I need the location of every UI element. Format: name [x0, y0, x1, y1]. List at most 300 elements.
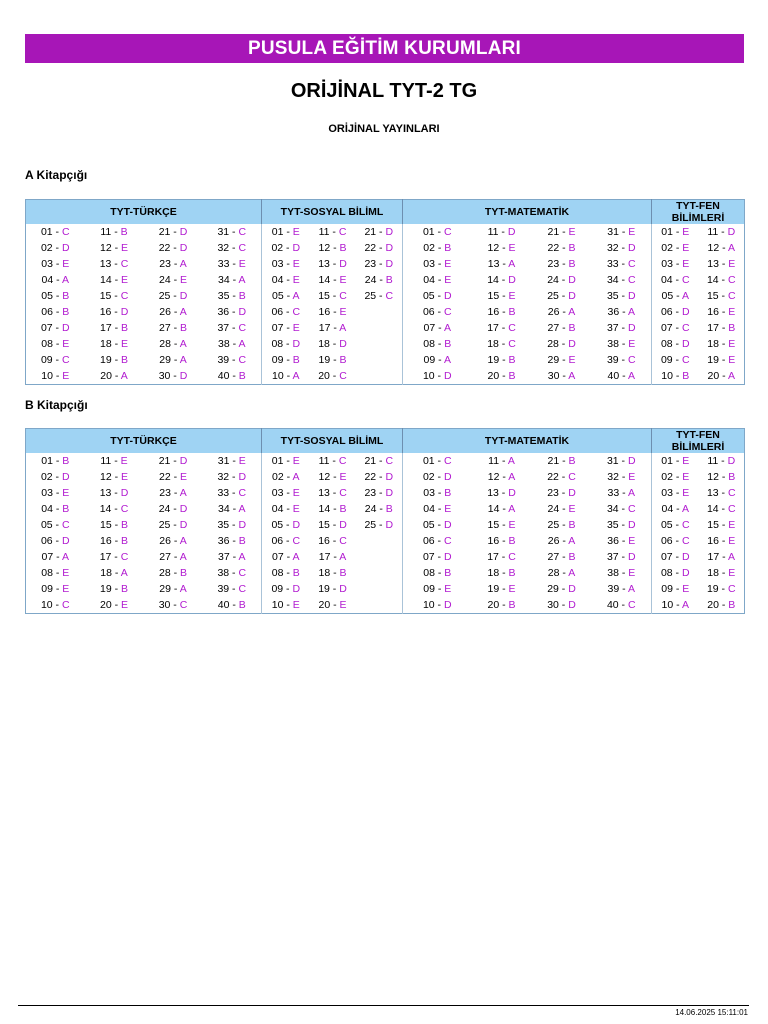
- question-number: 35 -: [606, 290, 628, 302]
- question-number: 28 -: [158, 567, 180, 579]
- answer-cell: [144, 288, 203, 304]
- question-number: 23 -: [364, 258, 386, 270]
- answer-cell: [652, 485, 699, 501]
- answer-cell: [262, 549, 310, 565]
- question-number: 11 -: [488, 455, 508, 467]
- question-number: 31 -: [607, 226, 629, 238]
- question-number: 20 -: [707, 599, 729, 611]
- answer-cell: [403, 368, 472, 385]
- answer-cell: [652, 320, 699, 336]
- question-number: 33 -: [606, 258, 628, 270]
- answer-cell: [85, 469, 144, 485]
- question-number: 30 -: [547, 370, 569, 382]
- question-number: 31 -: [606, 455, 628, 467]
- answer-letter: D: [681, 567, 690, 579]
- answer-letter: C: [61, 599, 70, 611]
- answer-letter: D: [727, 455, 736, 467]
- question-number: 32 -: [217, 242, 239, 254]
- question-number: 01 -: [271, 226, 293, 238]
- question-number: 04 -: [423, 503, 445, 515]
- question-number: 04 -: [41, 274, 62, 286]
- answer-letter: C: [238, 354, 247, 366]
- answer-cell: [532, 453, 592, 469]
- question-number: 40 -: [217, 370, 239, 382]
- question-number: 28 -: [547, 338, 569, 350]
- answer-row: [26, 549, 745, 565]
- answer-cell: [403, 597, 472, 614]
- question-number: 36 -: [217, 306, 239, 318]
- answer-letter: E: [728, 354, 736, 366]
- empty-cell: [356, 597, 403, 614]
- question-number: 22 -: [364, 471, 386, 483]
- answer-cell: [472, 581, 532, 597]
- question-number: 05 -: [271, 519, 293, 531]
- answer-cell: [26, 240, 85, 256]
- answer-cell: [26, 453, 85, 469]
- question-number: 15 -: [487, 290, 509, 302]
- question-number: 22 -: [364, 242, 386, 254]
- question-number: 05 -: [272, 290, 293, 302]
- question-number: 15 -: [99, 290, 121, 302]
- question-number: 28 -: [547, 567, 569, 579]
- answer-cell: [403, 272, 472, 288]
- answer-cell: [652, 453, 699, 469]
- answer-cell: [592, 581, 652, 597]
- answer-letter: A: [238, 503, 246, 515]
- question-number: 03 -: [271, 258, 293, 270]
- answer-cell: [472, 549, 532, 565]
- answer-letter: B: [121, 583, 129, 595]
- question-number: 06 -: [271, 306, 293, 318]
- answer-letter: A: [339, 551, 347, 563]
- answer-cell: [652, 352, 699, 368]
- question-number: 05 -: [41, 290, 63, 302]
- question-number: 15 -: [706, 290, 728, 302]
- answer-letter: A: [238, 338, 246, 350]
- answer-cell: [144, 549, 203, 565]
- answer-letter: D: [627, 322, 636, 334]
- answer-cell: [652, 272, 699, 288]
- answer-cell: [472, 256, 532, 272]
- question-number: 06 -: [422, 306, 444, 318]
- question-number: 20 -: [318, 599, 340, 611]
- answer-cell: [262, 469, 310, 485]
- question-number: 21 -: [158, 455, 180, 467]
- question-number: 06 -: [271, 535, 293, 547]
- answer-letter: C: [443, 226, 452, 238]
- answer-cell: [592, 453, 652, 469]
- section-header: TYT-MATEMATİK: [403, 200, 652, 225]
- question-number: 02 -: [40, 471, 62, 483]
- question-number: 15 -: [318, 290, 340, 302]
- answer-cell: [592, 501, 652, 517]
- answer-letter: C: [292, 535, 301, 547]
- question-number: 08 -: [271, 567, 293, 579]
- answer-cell: [472, 501, 532, 517]
- answer-cell: [592, 565, 652, 581]
- answer-cell: [26, 549, 85, 565]
- answer-letter: C: [681, 519, 690, 531]
- answer-letter: A: [627, 583, 635, 595]
- question-number: 12 -: [318, 471, 340, 483]
- answer-letter: C: [385, 290, 394, 302]
- section-header: TYT-MATEMATİK: [403, 429, 652, 454]
- answer-letter: C: [238, 242, 247, 254]
- answer-letter: E: [682, 242, 690, 254]
- question-number: 34 -: [606, 274, 628, 286]
- answer-cell: [144, 597, 203, 614]
- question-number: 14 -: [99, 274, 121, 286]
- answer-cell: [26, 597, 85, 614]
- answer-cell: [262, 517, 310, 533]
- answer-cell: [262, 288, 310, 304]
- answer-letter: E: [62, 567, 70, 579]
- answer-letter: D: [61, 322, 70, 334]
- answer-cell: [26, 320, 85, 336]
- answer-cell: [26, 469, 85, 485]
- question-number: 21 -: [364, 455, 386, 467]
- empty-cell: [356, 533, 403, 549]
- answer-letter: D: [568, 290, 576, 302]
- answer-letter: A: [627, 306, 635, 318]
- answer-letter: D: [627, 290, 636, 302]
- answer-cell: [262, 336, 310, 352]
- question-number: 05 -: [422, 519, 444, 531]
- question-number: 03 -: [41, 487, 63, 499]
- answer-letter: E: [508, 242, 516, 254]
- answer-cell: [262, 485, 310, 501]
- answer-letter: D: [385, 242, 394, 254]
- answer-letter: C: [238, 583, 247, 595]
- answer-row: [26, 304, 745, 320]
- question-number: 18 -: [487, 567, 509, 579]
- question-number: 04 -: [271, 274, 293, 286]
- answer-cell: [472, 565, 532, 581]
- answer-letter: A: [568, 567, 576, 579]
- answer-cell: [356, 288, 403, 304]
- answer-letter: E: [339, 471, 347, 483]
- answer-row: [26, 224, 745, 240]
- question-number: 01 -: [422, 455, 444, 467]
- answer-cell: [532, 336, 592, 352]
- answer-cell: [144, 469, 203, 485]
- answer-cell: [592, 256, 652, 272]
- answer-cell: [310, 352, 356, 368]
- answer-letter: A: [238, 274, 246, 286]
- answer-cell: [85, 565, 144, 581]
- answer-letter: E: [121, 338, 129, 350]
- answer-cell: [472, 469, 532, 485]
- answer-cell: [472, 304, 532, 320]
- question-number: 28 -: [159, 338, 180, 350]
- answer-letter: E: [568, 226, 576, 238]
- answer-cell: [532, 224, 592, 240]
- answer-letter: E: [62, 583, 70, 595]
- answer-row: [26, 469, 745, 485]
- question-number: 21 -: [158, 226, 180, 238]
- question-number: 15 -: [487, 519, 509, 531]
- question-number: 17 -: [318, 322, 340, 334]
- answer-cell: [144, 240, 203, 256]
- answer-cell: [532, 533, 592, 549]
- question-number: 06 -: [660, 535, 682, 547]
- question-number: 02 -: [661, 471, 683, 483]
- answer-letter: C: [727, 487, 736, 499]
- answer-letter: C: [120, 290, 129, 302]
- answer-letter: D: [292, 519, 301, 531]
- answer-letter: C: [443, 535, 452, 547]
- answer-letter: E: [292, 258, 300, 270]
- question-number: 23 -: [159, 487, 180, 499]
- answer-letter: B: [62, 503, 70, 515]
- answer-letter: B: [62, 306, 70, 318]
- question-number: 07 -: [272, 551, 293, 563]
- answer-cell: [403, 304, 472, 320]
- question-number: 04 -: [423, 274, 445, 286]
- institution-name: PUSULA EĞİTİM KURUMLARI: [247, 37, 522, 59]
- question-number: 30 -: [547, 599, 569, 611]
- answer-letter: B: [444, 567, 452, 579]
- answer-cell: [85, 288, 144, 304]
- answer-letter: C: [681, 322, 690, 334]
- answer-cell: [85, 533, 144, 549]
- answer-cell: [26, 336, 85, 352]
- question-number: 15 -: [318, 519, 340, 531]
- question-number: 23 -: [159, 258, 180, 270]
- answer-letter: A: [179, 258, 187, 270]
- question-number: 01 -: [422, 226, 444, 238]
- answer-cell: [262, 597, 310, 614]
- answer-row: [26, 485, 745, 501]
- answer-letter: E: [292, 226, 300, 238]
- answer-letter: A: [727, 370, 735, 382]
- answer-cell: [532, 288, 592, 304]
- print-timestamp: 14.06.2025 15:11:01: [675, 1008, 748, 1017]
- question-number: 38 -: [217, 567, 239, 579]
- answer-letter: E: [121, 274, 129, 286]
- answer-letter: E: [62, 258, 70, 270]
- answer-letter: D: [385, 471, 394, 483]
- empty-cell: [356, 565, 403, 581]
- answer-letter: D: [179, 226, 188, 238]
- answer-letter: A: [568, 370, 576, 382]
- question-number: 25 -: [547, 290, 569, 302]
- question-number: 37 -: [606, 322, 628, 334]
- answer-cell: [262, 304, 310, 320]
- answer-cell: [472, 288, 532, 304]
- question-number: 17 -: [487, 551, 509, 563]
- answer-cell: [310, 501, 356, 517]
- answer-letter: A: [179, 583, 187, 595]
- answer-cell: [310, 288, 356, 304]
- answer-cell: [532, 501, 592, 517]
- question-number: 08 -: [660, 338, 682, 350]
- answer-letter: D: [179, 455, 188, 467]
- answer-letter: E: [292, 503, 300, 515]
- answer-letter: D: [385, 226, 394, 238]
- answer-letter: A: [120, 370, 128, 382]
- question-number: 09 -: [661, 583, 683, 595]
- answer-letter: D: [568, 583, 576, 595]
- answer-letter: A: [179, 306, 187, 318]
- question-number: 10 -: [661, 599, 682, 611]
- answer-cell: [532, 469, 592, 485]
- answer-letter: C: [681, 274, 690, 286]
- answer-cell: [203, 304, 262, 320]
- question-number: 35 -: [217, 290, 239, 302]
- answer-letter: C: [508, 338, 516, 350]
- answer-cell: [203, 256, 262, 272]
- answer-letter: D: [292, 242, 301, 254]
- question-number: 24 -: [547, 274, 569, 286]
- answer-cell: [699, 368, 745, 385]
- answer-cell: [592, 352, 652, 368]
- question-number: 09 -: [41, 583, 63, 595]
- answer-letter: D: [385, 519, 394, 531]
- answer-cell: [652, 336, 699, 352]
- answer-letter: C: [727, 583, 736, 595]
- answer-cell: [403, 288, 472, 304]
- answer-cell: [356, 240, 403, 256]
- question-number: 09 -: [423, 354, 444, 366]
- question-number: 37 -: [217, 322, 239, 334]
- answer-cell: [262, 320, 310, 336]
- empty-cell: [356, 304, 403, 320]
- answer-cell: [203, 565, 262, 581]
- question-number: 33 -: [217, 258, 239, 270]
- section-header: TYT-TÜRKÇE: [26, 200, 262, 225]
- answer-cell: [472, 597, 532, 614]
- answer-letter: B: [121, 322, 129, 334]
- question-number: 07 -: [423, 322, 444, 334]
- answer-cell: [85, 549, 144, 565]
- answer-letter: E: [508, 290, 516, 302]
- answer-letter: B: [568, 322, 576, 334]
- question-number: 08 -: [41, 338, 63, 350]
- question-number: 40 -: [217, 599, 239, 611]
- question-number: 32 -: [606, 242, 628, 254]
- question-number: 04 -: [661, 503, 682, 515]
- question-number: 10 -: [661, 370, 683, 382]
- booklet-b-answer-table: [25, 428, 745, 614]
- answer-cell: [310, 597, 356, 614]
- question-number: 01 -: [41, 455, 63, 467]
- section-header: TYT-FEN BİLİMLERİ: [652, 429, 745, 454]
- answer-letter: A: [61, 551, 69, 563]
- answer-cell: [472, 517, 532, 533]
- question-number: 17 -: [707, 322, 729, 334]
- question-number: 02 -: [40, 242, 62, 254]
- answer-letter: C: [627, 274, 636, 286]
- exam-title: ORİJİNAL TYT-2 TG: [290, 80, 478, 102]
- answer-letter: B: [444, 338, 452, 350]
- answer-letter: C: [179, 599, 188, 611]
- question-number: 31 -: [217, 226, 239, 238]
- question-number: 39 -: [217, 354, 239, 366]
- answer-row: [26, 533, 745, 549]
- answer-cell: [592, 336, 652, 352]
- answer-cell: [310, 320, 356, 336]
- question-number: 29 -: [547, 354, 569, 366]
- question-number: 06 -: [41, 306, 63, 318]
- question-number: 36 -: [607, 535, 629, 547]
- answer-letter: A: [681, 503, 689, 515]
- question-number: 14 -: [318, 503, 340, 515]
- answer-row: [26, 597, 745, 614]
- answer-row: [26, 288, 745, 304]
- booklet-b-label: B Kitapçığı: [25, 398, 88, 412]
- answer-letter: B: [508, 567, 516, 579]
- question-number: 39 -: [606, 354, 628, 366]
- answer-letter: A: [292, 551, 300, 563]
- answer-cell: [85, 256, 144, 272]
- answer-cell: [699, 256, 745, 272]
- institution-banner: [25, 34, 744, 63]
- answer-cell: [144, 517, 203, 533]
- answer-cell: [592, 288, 652, 304]
- answer-cell: [472, 336, 532, 352]
- answer-cell: [403, 549, 472, 565]
- answer-letter: C: [238, 487, 247, 499]
- answer-cell: [356, 469, 403, 485]
- answer-letter: E: [339, 599, 347, 611]
- answer-cell: [532, 368, 592, 385]
- question-number: 10 -: [422, 370, 444, 382]
- answer-cell: [26, 224, 85, 240]
- answer-cell: [85, 320, 144, 336]
- answer-cell: [532, 549, 592, 565]
- answer-cell: [403, 453, 472, 469]
- answer-cell: [144, 352, 203, 368]
- answer-cell: [472, 320, 532, 336]
- answer-cell: [356, 517, 403, 533]
- question-number: 16 -: [318, 306, 340, 318]
- question-number: 12 -: [318, 242, 340, 254]
- question-number: 02 -: [661, 242, 683, 254]
- answer-cell: [144, 533, 203, 549]
- answer-letter: D: [339, 583, 347, 595]
- answer-cell: [26, 517, 85, 533]
- question-number: 12 -: [707, 471, 729, 483]
- question-number: 03 -: [423, 258, 445, 270]
- answer-cell: [699, 224, 745, 240]
- answer-cell: [403, 224, 472, 240]
- question-number: 40 -: [606, 599, 628, 611]
- answer-letter: D: [120, 487, 129, 499]
- answer-cell: [144, 485, 203, 501]
- question-number: 14 -: [99, 503, 121, 515]
- answer-cell: [532, 565, 592, 581]
- answer-cell: [203, 533, 262, 549]
- answer-letter: E: [628, 226, 636, 238]
- answer-cell: [699, 501, 745, 517]
- answer-cell: [144, 581, 203, 597]
- question-number: 03 -: [661, 487, 683, 499]
- answer-letter: C: [681, 535, 690, 547]
- answer-letter: A: [508, 471, 516, 483]
- question-number: 33 -: [217, 487, 239, 499]
- answer-letter: C: [443, 306, 452, 318]
- question-number: 19 -: [706, 583, 728, 595]
- question-number: 07 -: [40, 322, 62, 334]
- question-number: 03 -: [423, 487, 445, 499]
- question-number: 23 -: [364, 487, 386, 499]
- answer-row: [26, 517, 745, 533]
- answer-letter: C: [292, 306, 301, 318]
- answer-letter: B: [508, 370, 516, 382]
- booklet-a-answer-table: [25, 199, 745, 385]
- question-number: 27 -: [158, 322, 180, 334]
